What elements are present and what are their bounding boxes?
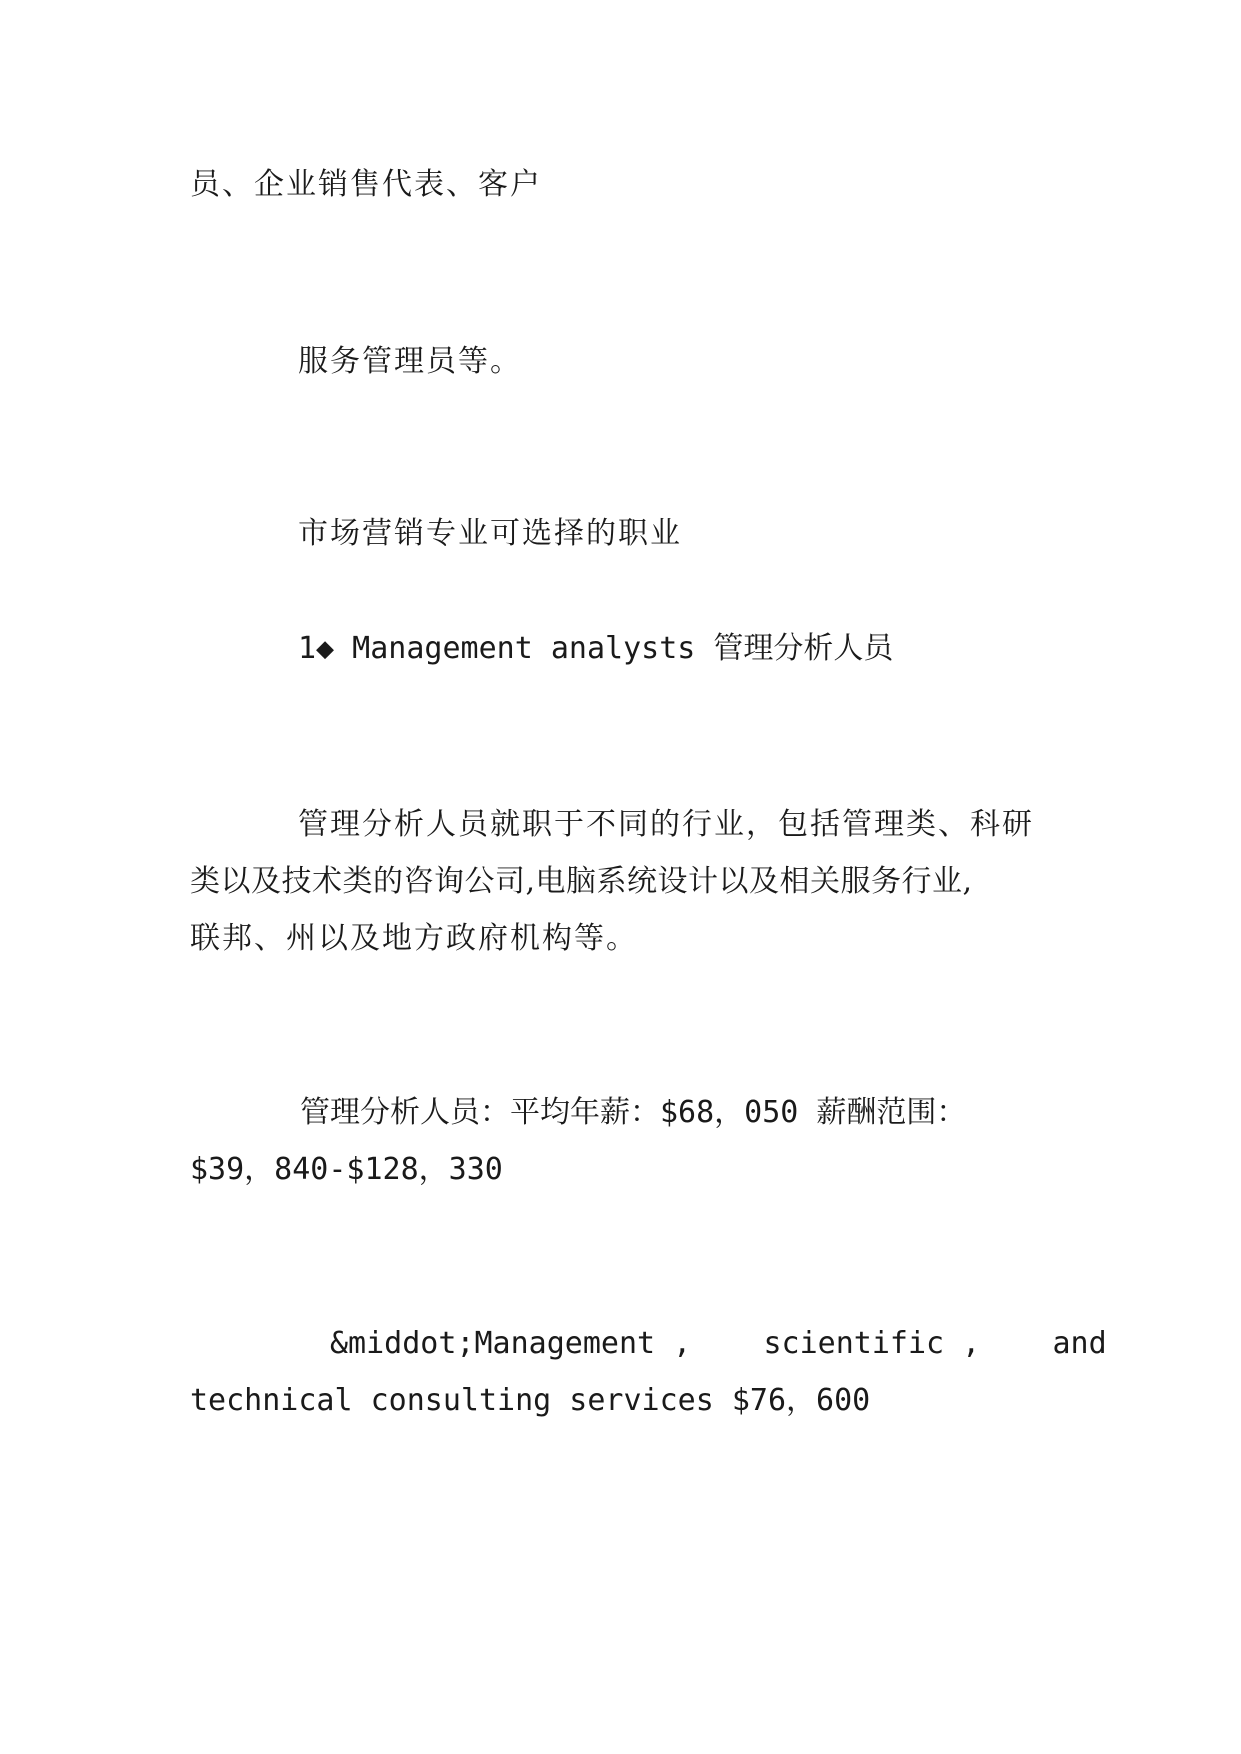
salary-line-1: 管理分析人员：平均年薪：$68，050 薪酬范围： <box>300 1095 967 1130</box>
paragraph-line-3: 联邦、州以及地方政府机构等。 <box>190 921 638 956</box>
text-line-2: 服务管理员等。 <box>298 344 522 379</box>
paragraph-line-1: 管理分析人员就职于不同的行业，包括管理类、科研 <box>298 807 1034 842</box>
text-line-1: 员、企业销售代表、客户 <box>190 167 542 202</box>
section-heading: 市场营销专业可选择的职业 <box>298 516 682 551</box>
salary-line-2: $39，840-$128，330 <box>190 1152 503 1187</box>
industry-line-2: technical consulting services $76，600 <box>190 1383 871 1418</box>
career-item-heading: 1◆ Management analysts 管理分析人员 <box>298 631 894 666</box>
industry-line-1: &middot;Management , scientific , and <box>330 1326 1107 1361</box>
paragraph-line-2: 类以及技术类的咨询公司,电脑系统设计以及相关服务行业, <box>190 864 973 899</box>
